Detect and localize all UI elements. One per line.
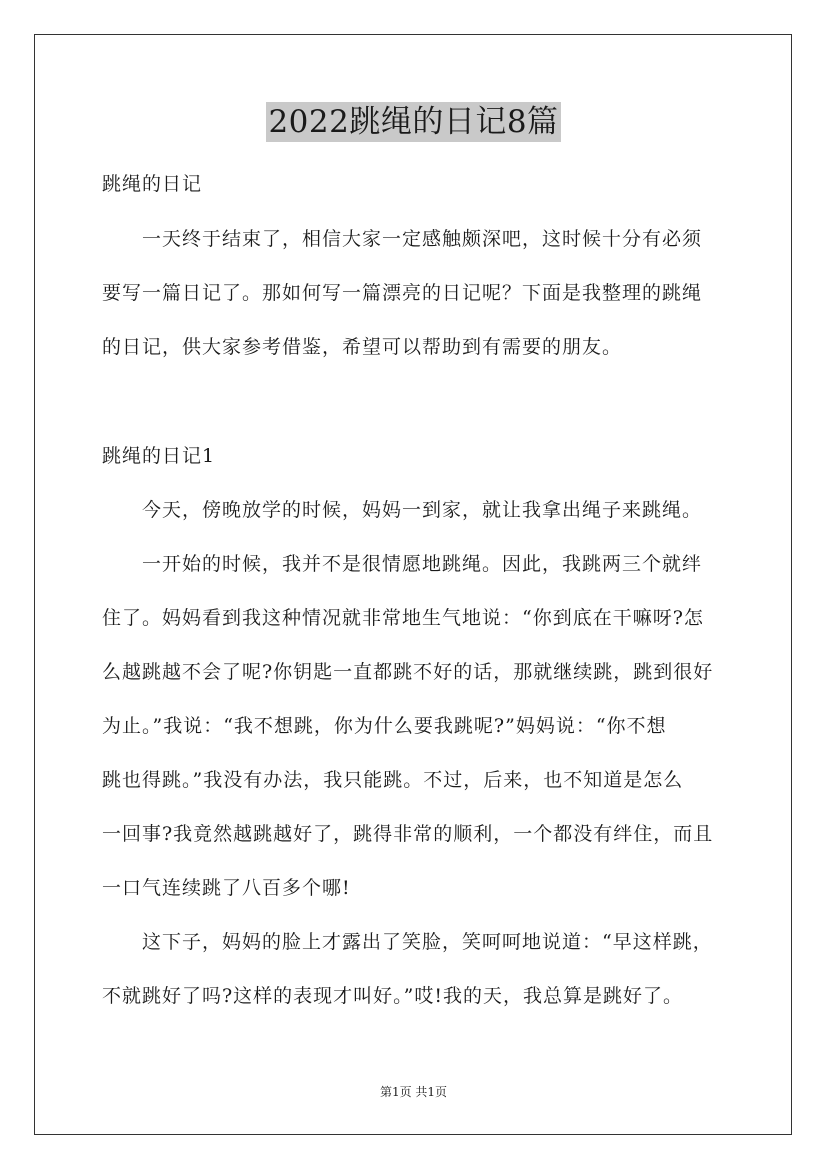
paragraph-line: 一口气连续跳了八百多个哪! [102,877,351,899]
paragraph-line: 这下子，妈妈的脸上才露出了笑脸，笑呵呵地说道：“早这样跳， [102,931,713,953]
document-body [102,171,737,1010]
paragraph-line: 不就跳好了吗?这样的表现才叫好。”哎!我的天，我总算是跳好了。 [102,985,684,1007]
page-number: 第1页 共1页 [379,1085,448,1099]
page-footer [0,1082,827,1102]
paragraph-line: 一回事?我竟然越跳越好了，跳得非常的顺利，一个都没有绊住，而且 [102,823,714,845]
body-paragraph [102,929,737,1010]
paragraph-line: 一天终于结束了，相信大家一定感触颇深吧，这时候十分有必须 [102,228,703,250]
section-label: 跳绳的日记1 [102,445,216,467]
intro-paragraph [102,226,737,361]
paragraph-line: 的日记，供大家参考借鉴，希望可以帮助到有需要的朋友。 [102,336,623,358]
paragraph-line: 要写一篇日记了。那如何写一篇漂亮的日记呢？下面是我整理的跳绳 [102,282,703,304]
document-title: 2022跳绳的日记8篇 [268,104,559,140]
paragraph-line: 今天，傍晚放学的时候，妈妈一到家，就让我拿出绳子来跳绳。 [102,499,703,521]
section-label: 跳绳的日记 [102,173,203,195]
body-paragraph [102,551,737,902]
paragraph-line: 为止。”我说：“我不想跳，你为什么要我跳呢?”妈妈说：“你不想 [102,715,667,737]
paragraph-line: 一开始的时候，我并不是很情愿地跳绳。因此，我跳两三个就绊 [102,553,703,575]
paragraph-line: 么越跳越不会了呢?你钥匙一直都跳不好的话，那就继续跳，跳到很好 [102,661,714,683]
body-paragraph [102,497,737,524]
paragraph-line: 跳也得跳。”我没有办法，我只能跳。不过，后来，也不知道是怎么 [102,769,684,791]
title-container [0,102,827,142]
paragraph-line: 住了。妈妈看到我这种情况就非常地生气地说：“你到底在干嘛呀?怎 [102,607,704,629]
